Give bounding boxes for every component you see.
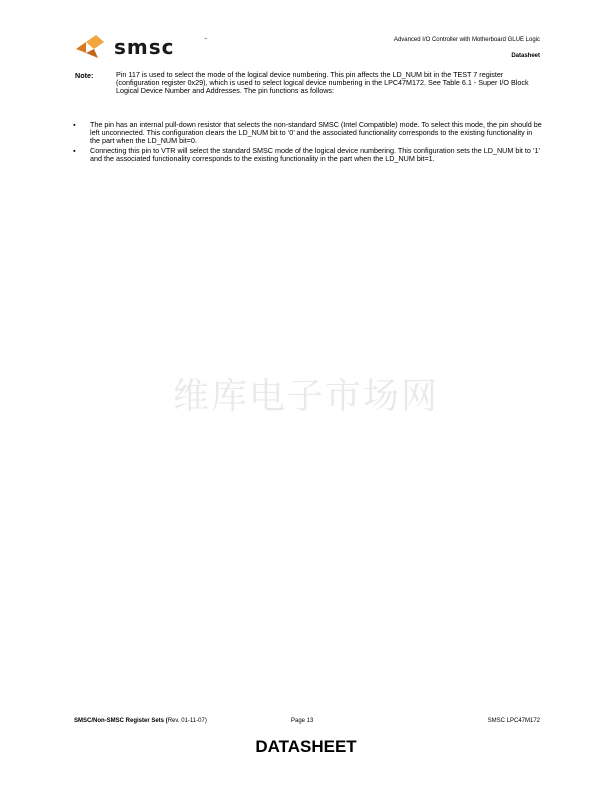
- list-item-text: Connecting this pin to VTR will select the standard SMSC mode of the logical device numbering. This configuration sets the LD_NUM bit to ‘1’ and the associated functionality corresponds to the existing functionality in the part when the LD_NUM bit=1.: [90, 146, 540, 164]
- footer-section-name: SMSC/Non-SMSC Register Sets (: [74, 718, 168, 724]
- pin-function-list: [73, 121, 543, 165]
- list-item-text: The pin has an internal pull-down resistor that selects the non-standard SMSC (Intel Compatible) mode. To select this mode, the pin should be left unconnected. This configuration clears the LD_NUM bit to ‘0’ and the associated functionality corresponds to the existing functionality in the part when the LD_NUM bit=0.: [90, 120, 542, 146]
- list-item: [73, 121, 543, 145]
- bullet-icon: ▪: [73, 120, 76, 129]
- footer-left: [74, 718, 207, 724]
- list-item: [73, 147, 543, 163]
- svg-text:™: ™: [204, 37, 208, 42]
- smsc-logo: [74, 33, 214, 59]
- footer-part-number: SMSC LPC47M172: [487, 718, 540, 724]
- header-doc-type: Datasheet: [511, 53, 540, 59]
- header-title: Advanced I/O Controller with Motherboard GLUE Logic: [393, 37, 540, 43]
- footer-revision: Rev. 01-11-07): [167, 718, 207, 724]
- svg-text:smsc: smsc: [114, 35, 175, 59]
- watermark: 维库电子市场网: [172, 376, 439, 417]
- note-label: Note:: [75, 71, 94, 80]
- page-number: Page 13: [291, 718, 314, 724]
- bullet-icon: ▪: [73, 146, 76, 156]
- footer-banner: DATASHEET: [255, 737, 357, 756]
- note-text: Pin 117 is used to select the mode of the logical device numbering. This pin affects the LD_NUM bit in the TEST 7 register (configuration register 0x29), which is used to select logical device numbering in the LPC47M172. See Table 6.1 - Super I/O Block Logical Device Number and Addresses. The pin functions as follows:: [116, 70, 529, 96]
